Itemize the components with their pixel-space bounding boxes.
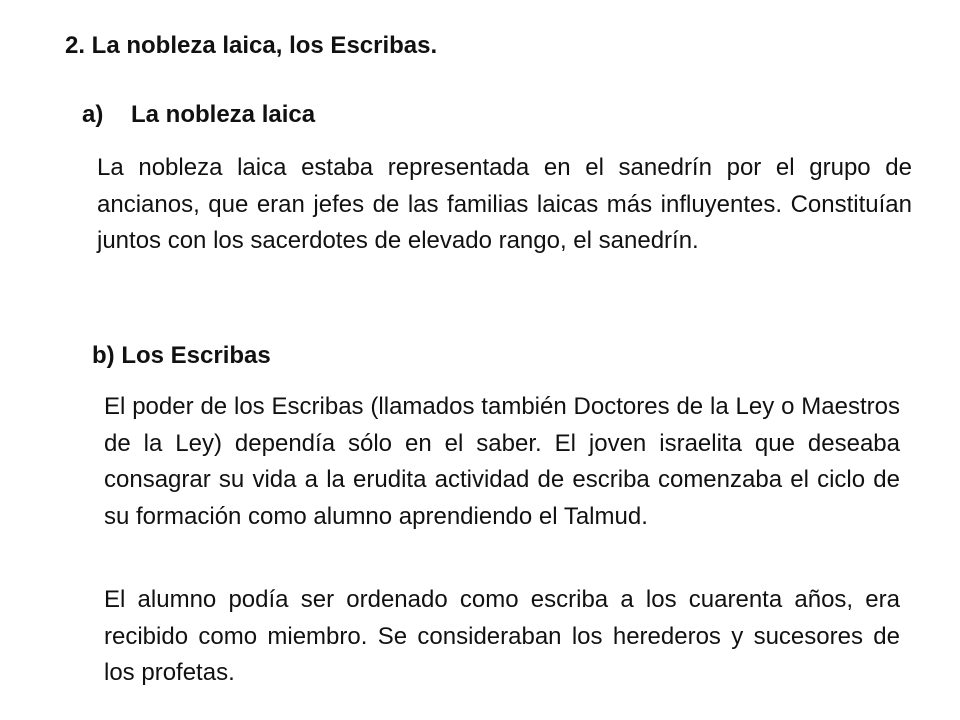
section-a-marker: a): [82, 101, 104, 128]
section-b-heading: b) Los Escribas: [92, 342, 271, 369]
section-a-heading-label: La nobleza laica: [131, 101, 316, 128]
section-b-paragraph-2: El alumno podía ser ordenado como escriba a los cuarenta años, era recibido como miembro. Se consideraban los herederos y sucesores de los profetas.: [104, 586, 900, 686]
slide-title: 2. La nobleza laica, los Escribas.: [65, 32, 438, 59]
section-a-paragraph: La nobleza laica estaba representada en el sanedrín por el grupo de ancianos, que eran jefes de las familias laicas más influyentes. Constituían juntos con los sacerdotes de elevado rango, el sanedrín.: [97, 154, 912, 254]
section-b-paragraph-1: El poder de los Escribas (llamados también Doctores de la Ley o Maestros de la Ley) dependía sólo en el saber. El joven israelita que deseaba consagrar su vida a la erudita actividad de escriba comenzaba el ciclo de su formación como alumno aprendiendo el Talmud.: [104, 393, 900, 530]
